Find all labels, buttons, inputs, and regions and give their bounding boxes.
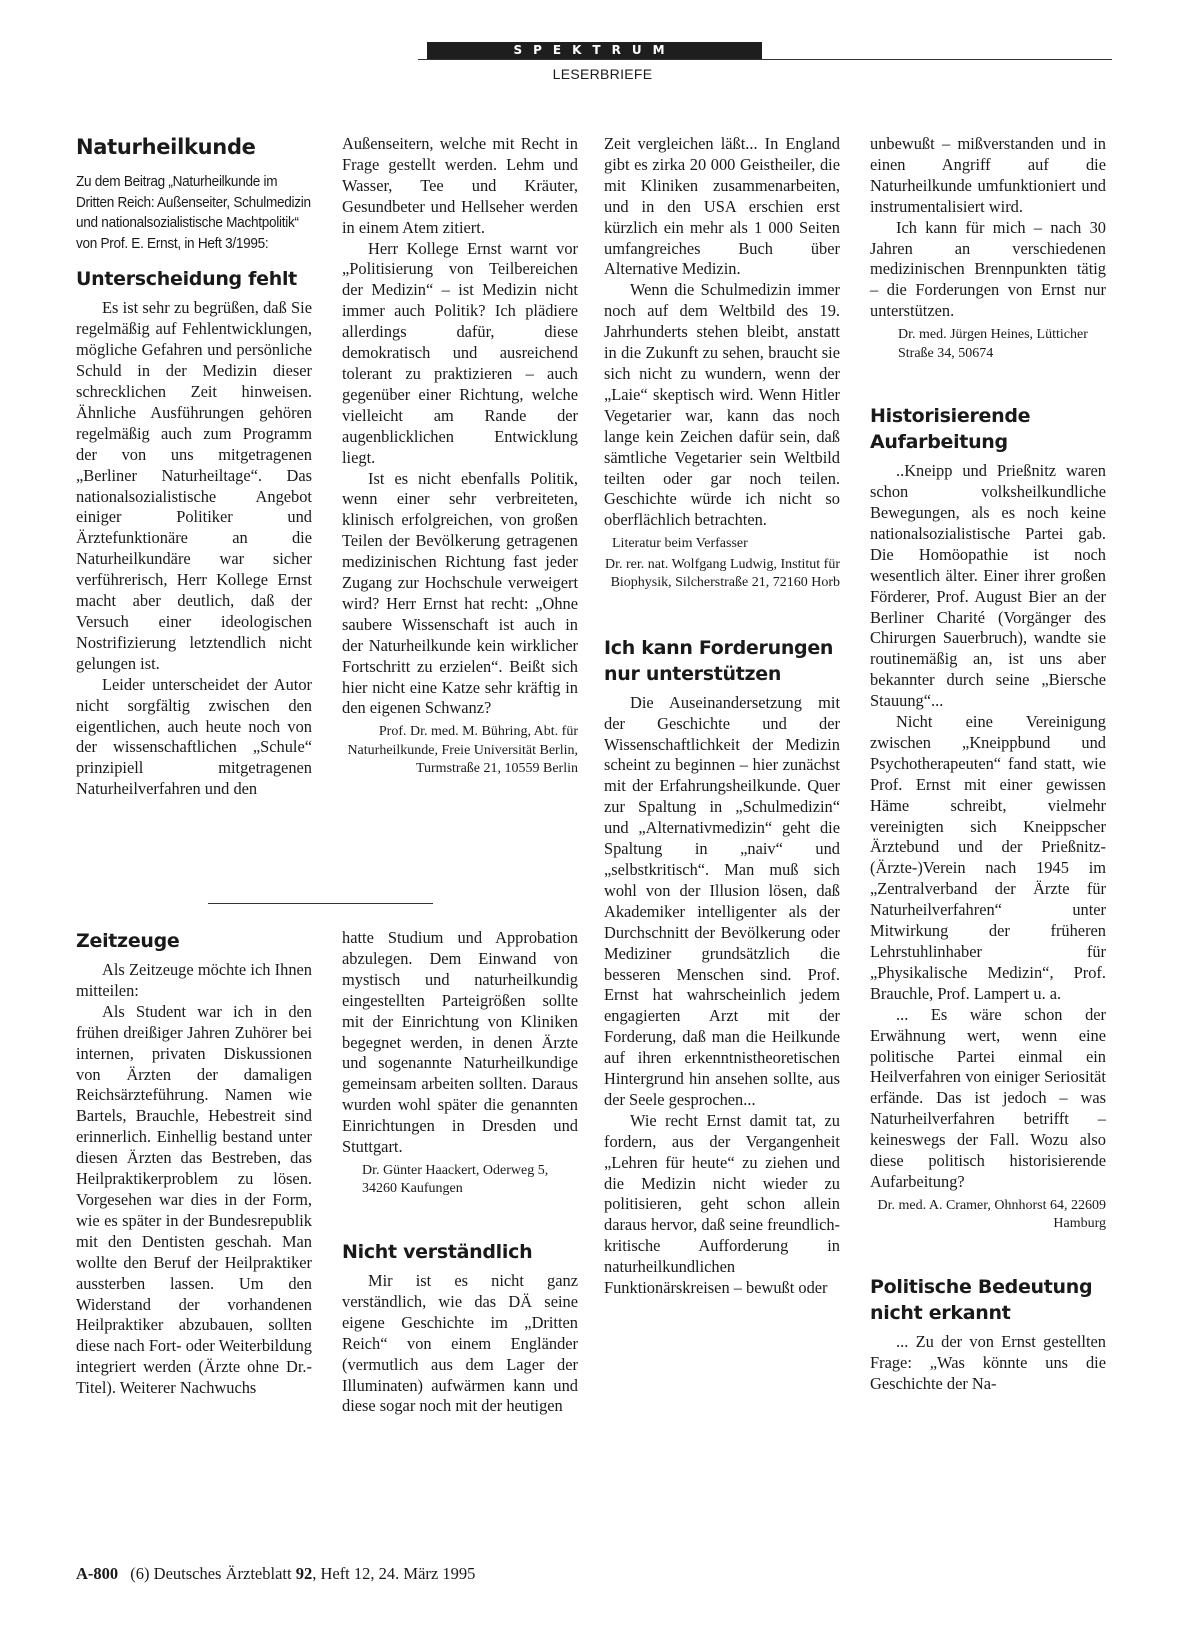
letter-paragraph: Die Auseinandersetzung mit der Geschichte und der Wissenschaftlichkeit der Medizin scheint zu beginnen – hier zunächst mit der Erfahrungsheilkunde. Quer zur Spaltung in „Schulmedizin“ und „Alternativmedizin“ geht die Spaltung in „naiv“ und „selbstkritisch“. Man muß sich wohl von der Illusion lösen, daß Akademiker intelligenter als der Durchschnitt der Bevölkerung oder Mediziner grundsätzlich die besseren Menschen sind. Prof. Ernst hat wahrscheinlich jedem engagierten Arzt mit der Forderung, daß man die Heilkunde auf ihren erkenntnistheoretischen Hintergrund hin ansehen sollte, aus der Seele gesprochen... xyxy=(604,692,840,1109)
letter-paragraph: Es ist sehr zu begrüßen, daß Sie regelmäßig auf Fehlentwicklungen, mögliche Gefahren und persönliche Schuld in der Medizin dieser schrecklichen Zeit hinweisen. Ähnliche Ausführungen gehören regelmäßig auch zum Programm der von uns mitgetragenen „Berliner Naturheiltage“. Das nationalsozialistische Angebot einiger Politiker und Ärztefunktionäre an die Naturheilkundäre war sicher verführerisch, Herr Kollege Ernst macht aber deutlich, daß der Versuch einer ideologischen Nostrifizierung letztendlich nicht gelungen ist. xyxy=(76,298,312,673)
section-subtitle: LESERBRIEFE xyxy=(552,66,653,82)
letter-paragraph: ... Es wäre schon der Erwähnung wert, wenn eine politische Partei einmal ein Heilverfahren von einiger Seriosität erfände. Das ist jedoch – was Naturheilverfahren betrifft – keineswegs der Fall. Wozu also diese politisch historisierende Aufarbeitung? xyxy=(870,1004,1106,1191)
letter-paragraph: unbewußt – mißverstanden und in einen Angriff auf die Naturheilkunde umfunktioniert und instrumentalisiert wird. xyxy=(870,134,1106,216)
section-banner: SPEKTRUM xyxy=(427,42,762,59)
letter-paragraph: Leider unterscheidet der Autor nicht sorgfältig zwischen den eigentlichen, auch heute noch von der wissenschaftlichen „Schule“ prinzipiell mitgetragenen Naturheilverfahren und den xyxy=(76,674,312,799)
letter-paragraph: Herr Kollege Ernst warnt vor „Politisierung von Teilbereichen der Medizin“ – ist Medizin nicht immer auch Politik? Ich plädiere allerdings dafür, diese demokratisch und ausreichend tolerant zu praktizieren – auch gegenüber einer Richtung, welche vielleicht am Rande der augenblicklichen Entwicklung liegt. xyxy=(342,238,578,467)
letter-paragraph: Nicht eine Vereinigung zwischen „Kneippbund und Psychotherapeuten“ fand statt, wie Prof. Ernst mit einer gewissen Häme schreibt, vielmehr vereinigten sich Kneippscher Ärztebund und der Prießnitz- (Ärzte-)Verein nach 1945 im „Zentralverband der Ärzte für Naturheilverfahren“ unter Mitwirkung der früheren Lehrstuhlinhaber für „Physikalische Medizin“, Prof. Brauchle, Prof. Lampert u. a. xyxy=(870,712,1106,1003)
letter-paragraph: Ist es nicht ebenfalls Politik, wenn einer sehr verbreiteten, klinisch erfolgreichen, von großen Teilen der Bevölkerung getragenen medizinischen Richtung fast jeder Zugang zur Hochschule verweigert wird? Herr Ernst hat recht: „Ohne saubere Wissenschaft ist auch in der Naturheilkunde kein wirklicher Fortschritt zu erzielen“. Beißt sich hier nicht eine Katze sehr kräftig in den eigenen Schwanz? xyxy=(342,468,578,718)
header-rule xyxy=(418,59,1112,60)
letter-paragraph: Mir ist es nicht ganz verständlich, wie das DÄ seine eigene Geschichte im „Dritten Reich“ von einem Engländer (vermutlich aus dem Lager der Illuminaten) aufwärmen kann und diese sogar noch mit der heutigen xyxy=(342,1270,578,1416)
journal-volume: 92 xyxy=(295,1564,313,1583)
letter-signature: Dr. rer. nat. Wolfgang Ludwig, Institut für Biophysik, Silcherstraße 21, 72160 Horb xyxy=(604,556,840,591)
letter-paragraph: Wenn die Schulmedizin immer noch auf dem Weltbild des 19. Jahrhunderts stehen bleibt, anstatt in die Zukunft zu sehen, braucht sie sich nicht zu wundern, wenn der „Laie“ skeptisch wird. Wenn Hitler Vegetarier war, kann das noch lange kein Zeichen dafür sein, daß sämtliche Vegetarier sein Weltbild teilten oder gar noch teilen. Geschichte würde ich nicht so oberflächlich betrachten. xyxy=(604,280,840,530)
column-2-top xyxy=(342,134,578,779)
article-intro: Zu dem Beitrag „Naturheilkunde im Dritten Reich: Außenseiter, Schulmedizin und nationalsozialistische Machtpolitik“ von Prof. E. Ernst, in Heft 3/1995: xyxy=(76,174,311,252)
article-title: Naturheilkunde xyxy=(76,135,256,159)
letter-paragraph: hatte Studium und Approbation abzulegen. Dem Einwand von mystisch und naturheilkundig eingestellten Parteigrößen sollte mit der Einrichtung von Kliniken begegnet werden, in denen Ärzte und sogenannte Naturheilkundige gemeinsam arbeiten sollten. Daraus wurden wohl später die genannten Einrichtungen in Dresden und Stuttgart. xyxy=(342,928,578,1157)
letter-paragraph: ... Zu der von Ernst gestellten Frage: „Was könnte uns die Geschichte der Na- xyxy=(870,1331,1106,1393)
literature-note: Literatur beim Verfasser xyxy=(612,536,748,552)
letter-paragraph: Zeit vergleichen läßt... In England gibt es zirka 20 000 Geistheiler, die mit Kliniken zusammenarbeiten, und in den USA erschien erst kürzlich ein mehr als 1 000 Seiten umfangreiches Buch über Alternative Medizin. xyxy=(604,134,840,279)
section-divider xyxy=(208,903,433,904)
letter-signature: Dr. med. Jürgen Heines, Lütticher Straße 34, 50674 xyxy=(898,327,1088,361)
letter-heading: Zeitzeuge xyxy=(76,930,180,952)
page-footer xyxy=(76,1564,475,1584)
letter-paragraph: Ich kann für mich – nach 30 Jahren an verschiedenen medizinischen Brennpunkten tätig – die Forderungen von Ernst nur unterstützen. xyxy=(870,217,1106,321)
letter-signature: Dr. Günter Haackert, Oderweg 5, 34260 Kaufungen xyxy=(362,1162,549,1197)
journal-citation: (6) Deutsches Ärzteblatt xyxy=(130,1564,292,1583)
letter-paragraph: ..Kneipp und Prießnitz waren schon volksheilkundliche Bewegungen, als es noch keine nationalsozialistische Partei gab. Die Homöopathie ist noch wesentlich älter. Einer ihrer großen Förderer, Prof. August Bier an der Berliner Charité (Vorgänger des Chirurgen Sauerbruch), wandte sie routinemäßig an, ist uns aber bekannter durch seine „Biersche Stauung“... xyxy=(870,461,1106,711)
letter-heading: Nicht verständlich xyxy=(342,1240,533,1263)
letter-paragraph: Als Zeitzeuge möchte ich Ihnen mitteilen: xyxy=(76,960,312,1000)
column-2-bottom xyxy=(342,928,578,1417)
letter-heading: Ich kann Forderungen nur unterstützen xyxy=(604,636,834,685)
letter-signature: Prof. Dr. med. M. Bühring, Abt. für Naturheilkunde, Freie Universität Berlin, Turmstraße 21, 10559 Berlin xyxy=(347,724,578,777)
letter-paragraph: Als Student war ich in den frühen dreißiger Jahren Zuhörer bei internen, privaten Diskussionen von Ärzten der damaligen Reichsärzteführung. Namen wie Bartels, Brauchle, Hebestreit sind erinnerlich. Einhellig bestand unter diesen Ärzten das Bestreben, das Heilpraktikerproblem zu lösen. Vorgesehen war dies in der Form, wie es später in der Bundesrepublik mit den Dentisten geschah. Man wollte den Beruf der Heilpraktiker aussterben lassen. Um den Widerstand der vorhandenen Heilpraktiker abzubauen, sollten diese nach Fort- oder Weiterbildung integriert werden (Ärzte ohne Dr.-Titel). Weiterer Nachwuchs xyxy=(76,1001,312,1398)
letter-paragraph: Wie recht Ernst damit tat, zu fordern, aus der Vergangenheit „Lehren für heute“ zu ziehen und die Medizin nicht wieder zu politisieren, geht schon allein daraus hervor, daß seine freundlich-kritische Aufforderung in naturheilkundlichen Funktionärskreisen – bewußt oder xyxy=(604,1110,840,1298)
column-3-top xyxy=(604,134,840,1299)
page-number: A-800 xyxy=(76,1564,119,1583)
letter-heading: Politische Bedeutung nicht erkannt xyxy=(870,1275,1093,1324)
letter-paragraph: Außenseitern, welche mit Recht in Frage gestellt werden. Lehm und Wasser, Tee und Kräuter, Gesundbeter und Hellseher werden in einem Atem zitiert. xyxy=(342,134,578,237)
column-1-bottom xyxy=(76,928,312,1399)
column-4 xyxy=(870,134,1106,1395)
journal-issue: , Heft 12, 24. März 1995 xyxy=(312,1564,476,1583)
letter-heading: Historisierende Aufarbeitung xyxy=(870,405,1031,454)
column-1-top xyxy=(76,134,312,800)
letter-heading: Unterscheidung fehlt xyxy=(76,268,297,291)
letter-signature: Dr. med. A. Cramer, Ohnhorst 64, 22609 Hamburg xyxy=(877,1197,1106,1232)
